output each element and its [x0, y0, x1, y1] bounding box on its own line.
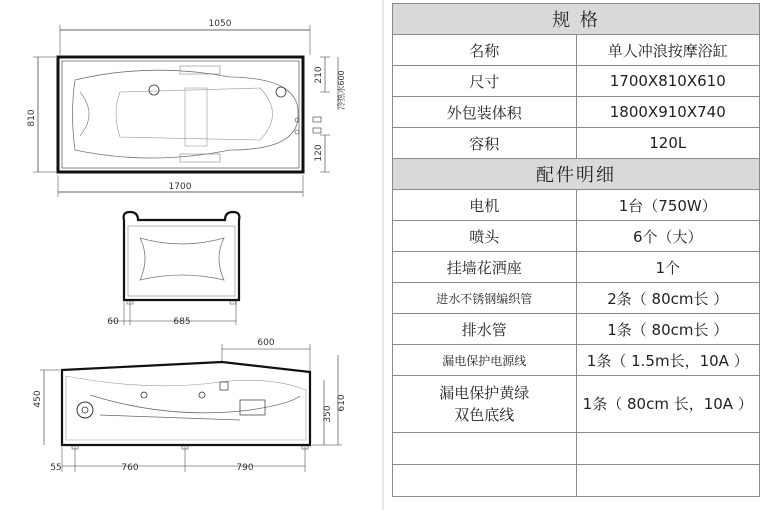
accessory-label: 漏电保护电源线 [393, 345, 577, 376]
jet-icon [199, 392, 205, 398]
end-view [110, 212, 239, 325]
accessory-label: 喷头 [393, 221, 577, 252]
spec-value: 120L [576, 128, 760, 159]
spec-value: 1800X910X740 [576, 97, 760, 128]
section-title-accessories: 配件明细 [393, 159, 760, 190]
accessory-row [393, 283, 760, 314]
tub-outline-side [62, 362, 310, 445]
spec-row [393, 35, 760, 66]
tub-outline-end [124, 212, 240, 300]
spec-row [393, 66, 760, 97]
accessory-row [393, 252, 760, 283]
section-title-spec: 规 格 [393, 4, 760, 35]
faucet-icon [276, 87, 286, 97]
dim-side-350: 350 [323, 405, 333, 423]
spec-label: 名称 [393, 35, 577, 66]
spec-row [393, 97, 760, 128]
dim-top-1050: 1050 [208, 19, 232, 29]
accessory-row [393, 345, 760, 376]
top-view [33, 25, 338, 197]
spec-label: 尺寸 [393, 66, 577, 97]
dim-side-450: 450 [33, 390, 43, 408]
dim-right-120: 120 [314, 144, 324, 162]
dim-side-55: 55 [50, 463, 62, 473]
pump-motor-icon [77, 402, 93, 418]
spec-label: 容积 [393, 128, 577, 159]
spec-value: 单人冲浪按摩浴缸 [576, 35, 760, 66]
accessory-value: 1台（750W） [576, 190, 760, 221]
accessory-value: 2条（ 80cm长 ） [576, 283, 760, 314]
spec-label: 外包装体积 [393, 97, 577, 128]
accessory-label: 进水不锈钢编织管 [393, 283, 577, 314]
accessory-value: 1个 [576, 252, 760, 283]
accessory-row [393, 376, 760, 433]
accessory-label: 电机 [393, 190, 577, 221]
dim-side-610: 610 [337, 394, 347, 412]
drain-icon [149, 85, 159, 95]
accessory-value: 1条（ 80cm 长，10A ） [576, 376, 760, 433]
spec-row [393, 128, 760, 159]
dim-bottom-1700: 1700 [168, 182, 192, 192]
jet-icon [141, 392, 147, 398]
dim-side-600: 600 [257, 338, 275, 348]
accessory-value: 1条（ 1.5m长，10A ） [576, 345, 760, 376]
accessory-row [393, 190, 760, 221]
dim-left-810: 810 [27, 109, 37, 127]
accessory-label-line2: 双色底线 [454, 406, 515, 424]
accessory-label: 排水管 [393, 314, 577, 345]
accessory-row [393, 221, 760, 252]
side-view [40, 344, 342, 472]
accessory-row [393, 314, 760, 345]
empty-row [393, 433, 760, 465]
empty-row [393, 465, 760, 497]
accessory-label [393, 376, 577, 433]
dim-end-60: 60 [107, 317, 119, 327]
spec-table [392, 3, 760, 497]
dim-end-685: 685 [173, 317, 191, 327]
accessory-value: 1条（ 80cm长 ） [576, 314, 760, 345]
dim-side-790: 790 [236, 463, 254, 473]
accessory-label-line1: 漏电保护黄绿 [439, 384, 530, 402]
accessory-value: 6个（大） [576, 221, 760, 252]
spec-value: 1700X810X610 [576, 66, 760, 97]
dim-right-210: 210 [314, 66, 324, 84]
dim-side-760: 760 [121, 463, 139, 473]
faucet-label: 冷热水600 [337, 70, 346, 110]
accessory-label: 挂墙花洒座 [393, 252, 577, 283]
